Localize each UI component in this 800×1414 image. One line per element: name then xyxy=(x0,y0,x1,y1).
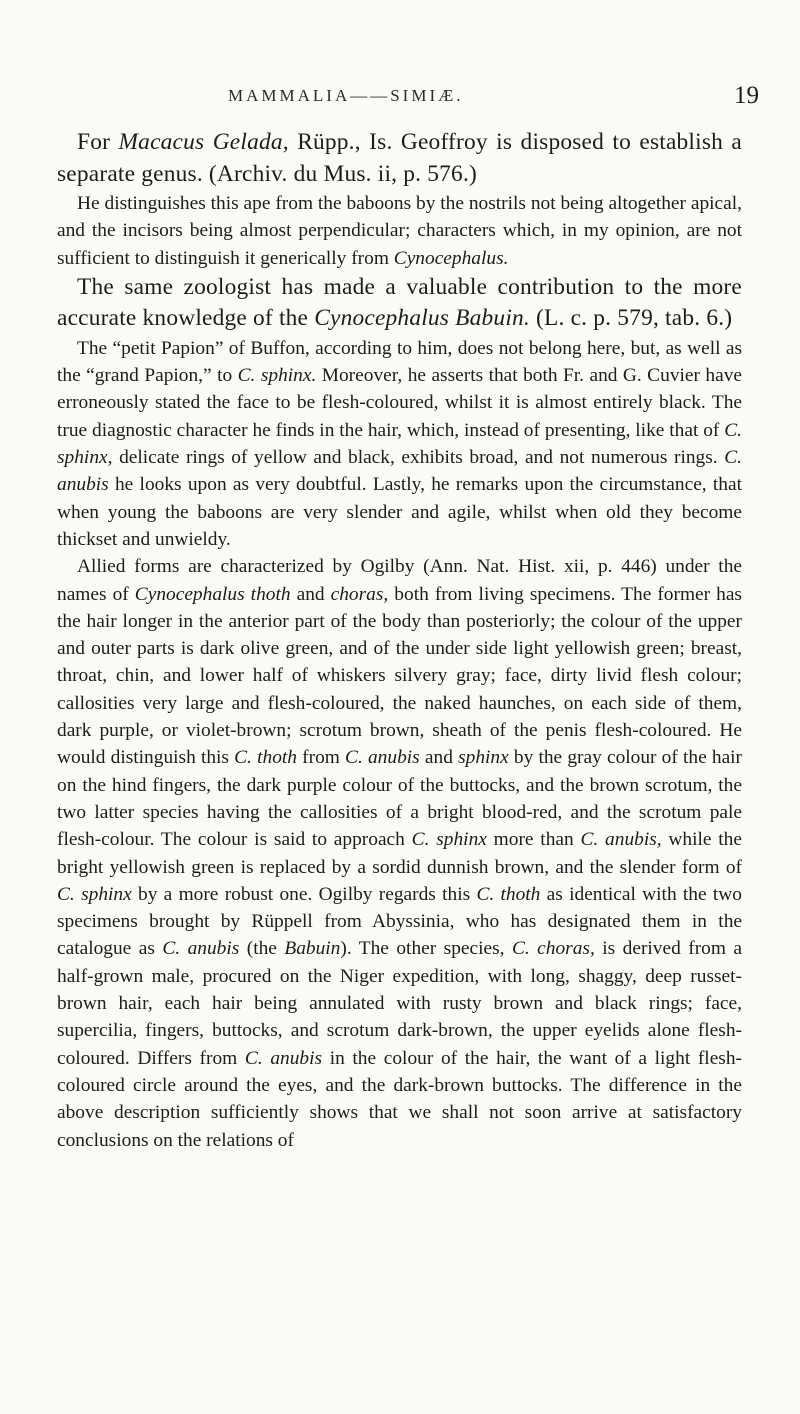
italic-term: C. anubis xyxy=(162,938,240,960)
text-run: and xyxy=(419,747,459,769)
italic-term: Cynocephalus Babuin. xyxy=(314,305,530,332)
italic-term: C. thoth xyxy=(234,747,297,769)
paragraph-1 xyxy=(57,127,742,190)
italic-term: C. sphinx. xyxy=(237,365,317,387)
text-run: (L. c. p. 579, tab. 6.) xyxy=(529,305,733,332)
text-run: as identical with the two specimens brought by Rüppell from Abyssinia, who has designated them in the catalogue as xyxy=(57,883,742,960)
text-run: He distinguishes this ape from the baboons by the nostrils not being altogether apical, and the incisors being almost perpendicular; characters which, in my opinion, are not sufficient to distinguish it generically from xyxy=(57,193,742,269)
page-number: 19 xyxy=(734,82,759,109)
italic-term: C. sphinx xyxy=(57,883,132,905)
italic-term: Macacus Gelada, xyxy=(118,129,289,155)
italic-term: Cynocephalus. xyxy=(393,247,509,269)
paragraph-5 xyxy=(57,553,742,1154)
italic-term: C. sphinx xyxy=(411,829,487,851)
text-run: Allied forms are characterized by Ogilby (Ann. Nat. Hist. xii, p. 446) under the names of xyxy=(57,556,742,605)
italic-term: Cynocephalus thoth xyxy=(134,583,291,605)
text-run: ). The other species, xyxy=(340,938,512,960)
text-run: The “petit Papion” of Buffon, according to him, does not belong here, but, as well as the “grand Papion,” to xyxy=(57,337,742,387)
text-run: is derived from a half-grown male, procured on the Niger expedition, with long, shaggy, deep russet-brown hair, each hair being annulated with rusty brown and black rings; face, supercilia, fingers, buttocks, and scrotum dark-brown, the upper eyelids alone flesh-coloured. Differs from xyxy=(57,938,743,1069)
text-run: in the colour of the hair, the want of a light flesh-coloured circle around the eyes, and the dark-brown buttocks. The difference in the above description sufficiently shows that we shall not soon arrive at satisfactory conclusions on the relations of xyxy=(57,1047,743,1151)
text-run: delicate rings of yellow and black, exhibits broad, and not numerous rings. xyxy=(112,447,725,469)
text-run: both from living specimens. The former has the hair longer in the anterior part of the body than posteriorly; the colour of the upper and outer parts is dark olive green, and of the under side light yellowish green; breast, throat, chin, and lower half of whiskers silvery gray; face, dirty livid flesh colour; callosities very large and flesh-coloured, the naked haunches, on each side of them, dark purple, or violet-brown; scrotum brown, sheath of the penis flesh-coloured. He would distinguish this xyxy=(57,583,742,769)
italic-term: C. anubis xyxy=(57,447,742,496)
italic-term: choras, xyxy=(330,583,389,605)
text-run: from xyxy=(296,747,346,769)
text-run: he looks upon as very doubtful. Lastly, he remarks upon the circumstance, that when young the baboons are very slender and agile, whilst when old they become thickset and unwieldy. xyxy=(57,474,742,550)
text-run: The same zoologist has made a valuable contribution to the more accurate knowledge of the xyxy=(57,273,742,332)
text-run: Moreover, he asserts that both Fr. and G. Cuvier have erroneously stated the face to be flesh-coloured, whilst it is almost entirely black. The true diagnostic character he finds in the hair, which, instead of presenting, like that of xyxy=(57,365,743,441)
italic-term: C. sphinx, xyxy=(57,419,742,469)
text-run: and xyxy=(290,583,331,605)
text-run: For xyxy=(77,129,119,155)
italic-term: C. anubis xyxy=(345,747,420,769)
body-text xyxy=(57,127,742,1154)
text-run: by the gray colour of the hair on the hind fingers, the dark purple colour of the buttocks, and the brown scrotum, the two latter species having the callosities of a bright blood-red, and the scrotum pale flesh-colour. The colour is said to approach xyxy=(57,747,743,851)
text-run: while the bright yellowish green is replaced by a sordid dunnish brown, and the slender form of xyxy=(57,829,742,878)
text-run: Rüpp., Is. Geoffroy is disposed to establish a separate genus. (Archiv. du Mus. ii, p. 576.) xyxy=(57,129,742,187)
text-run: more than xyxy=(486,829,581,851)
text-run: by a more robust one. Ogilby regards this xyxy=(131,883,477,905)
italic-term: Babuin xyxy=(284,938,341,960)
italic-term: sphinx xyxy=(458,747,509,769)
italic-term: C. thoth xyxy=(476,883,541,905)
running-head: MAMMALIA——SIMIÆ. xyxy=(228,86,464,105)
italic-term: C. anubis, xyxy=(580,829,662,851)
paragraph-3 xyxy=(57,272,742,335)
italic-term: C. choras, xyxy=(511,938,595,960)
italic-term: C. anubis xyxy=(244,1047,323,1069)
paragraph-4 xyxy=(57,335,742,553)
text-run: (the xyxy=(239,938,285,960)
paragraph-2 xyxy=(57,190,742,272)
